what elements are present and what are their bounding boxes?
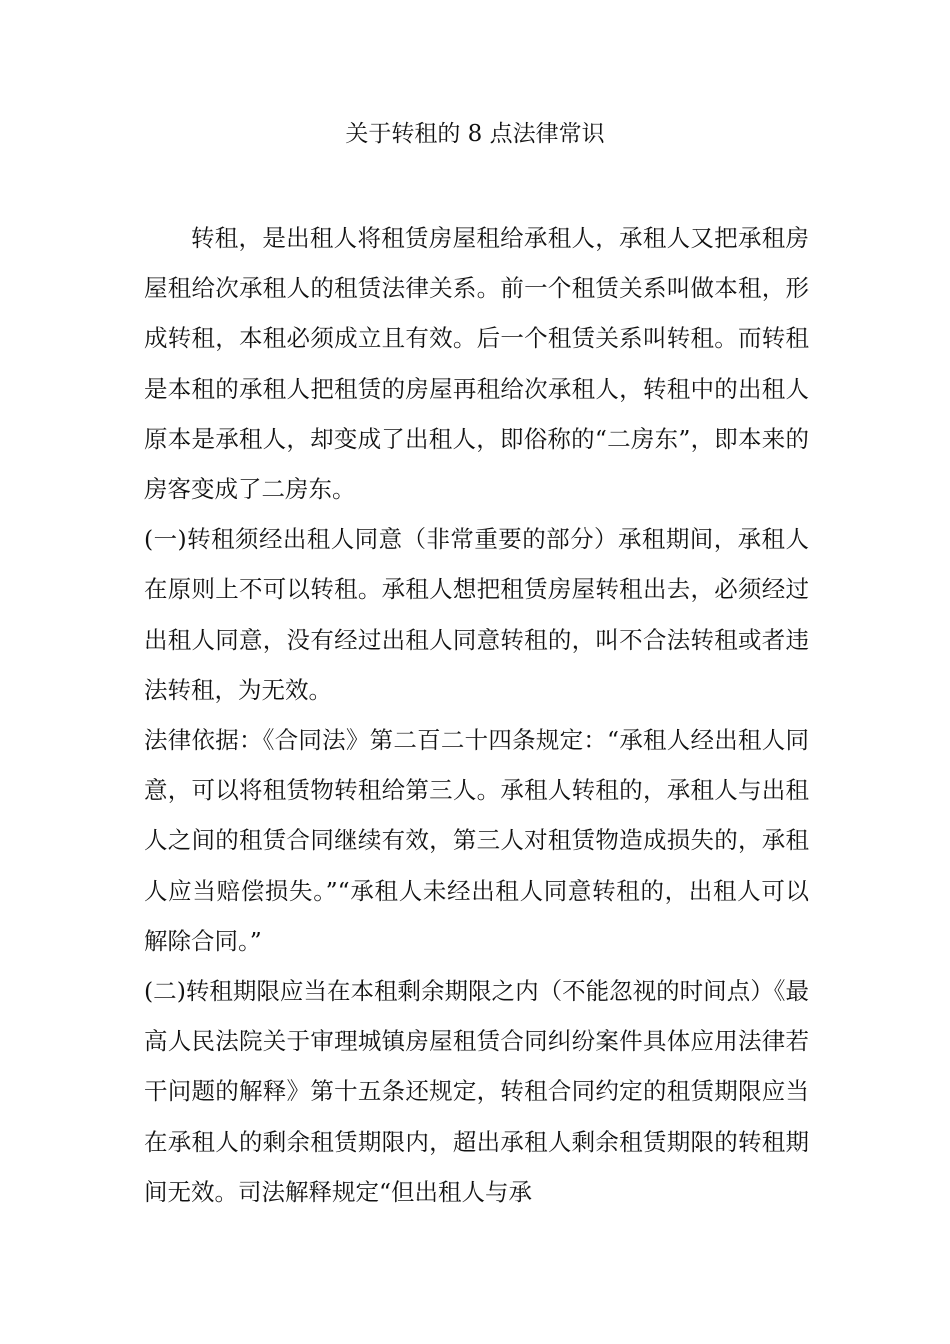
paragraph-intro: 转租，是出租人将租赁房屋租给承租人，承租人又把承租房屋租给次承租人的租赁法律关系。前一个租赁关系叫做本租，形成转租，本租必须成立且有效。后一个租赁关系叫转租。而转租是本租的承租人把租赁的房屋再租给次承租人，转租中的出租人原本是承租人，却变成了出租人，即俗称的“二房东”，即本来的房客变成了二房东。 xyxy=(144,224,809,504)
paragraph-section-2: (二)转租期限应当在本租剩余期限之内（不能忽视的时间点）《最高人民法院关于审理城镇房屋租赁合同纠纷案件具体应用法律若干问题的解释》第十五条还规定，转租合同约定的租赁期限应当在承租人的剩余租赁期限内，超出承租人剩余租赁期限的转租期间无效。司法解释规定“但出租人与承 xyxy=(144,977,809,1206)
paragraph-legal-basis: 法律依据：《合同法》第二百二十四条规定：“承租人经出租人同意，可以将租赁物转租给第三人。承租人转租的，承租人与出租人之间的租赁合同继续有效，第三人对租赁物造成损失的，承租人应当赔偿损失。”“承租人未经出租人同意转租的，出租人可以解除合同。” xyxy=(144,726,809,955)
paragraph-section-1: (一)转租须经出租人同意（非常重要的部分）承租期间，承租人在原则上不可以转租。承租人想把租赁房屋转租出去，必须经过出租人同意，没有经过出租人同意转租的，叫不合法转租或者违法转租，为无效。 xyxy=(144,525,809,704)
document-title: 关于转租的 8 点法律常识 xyxy=(345,121,605,147)
document-body xyxy=(144,213,809,1217)
